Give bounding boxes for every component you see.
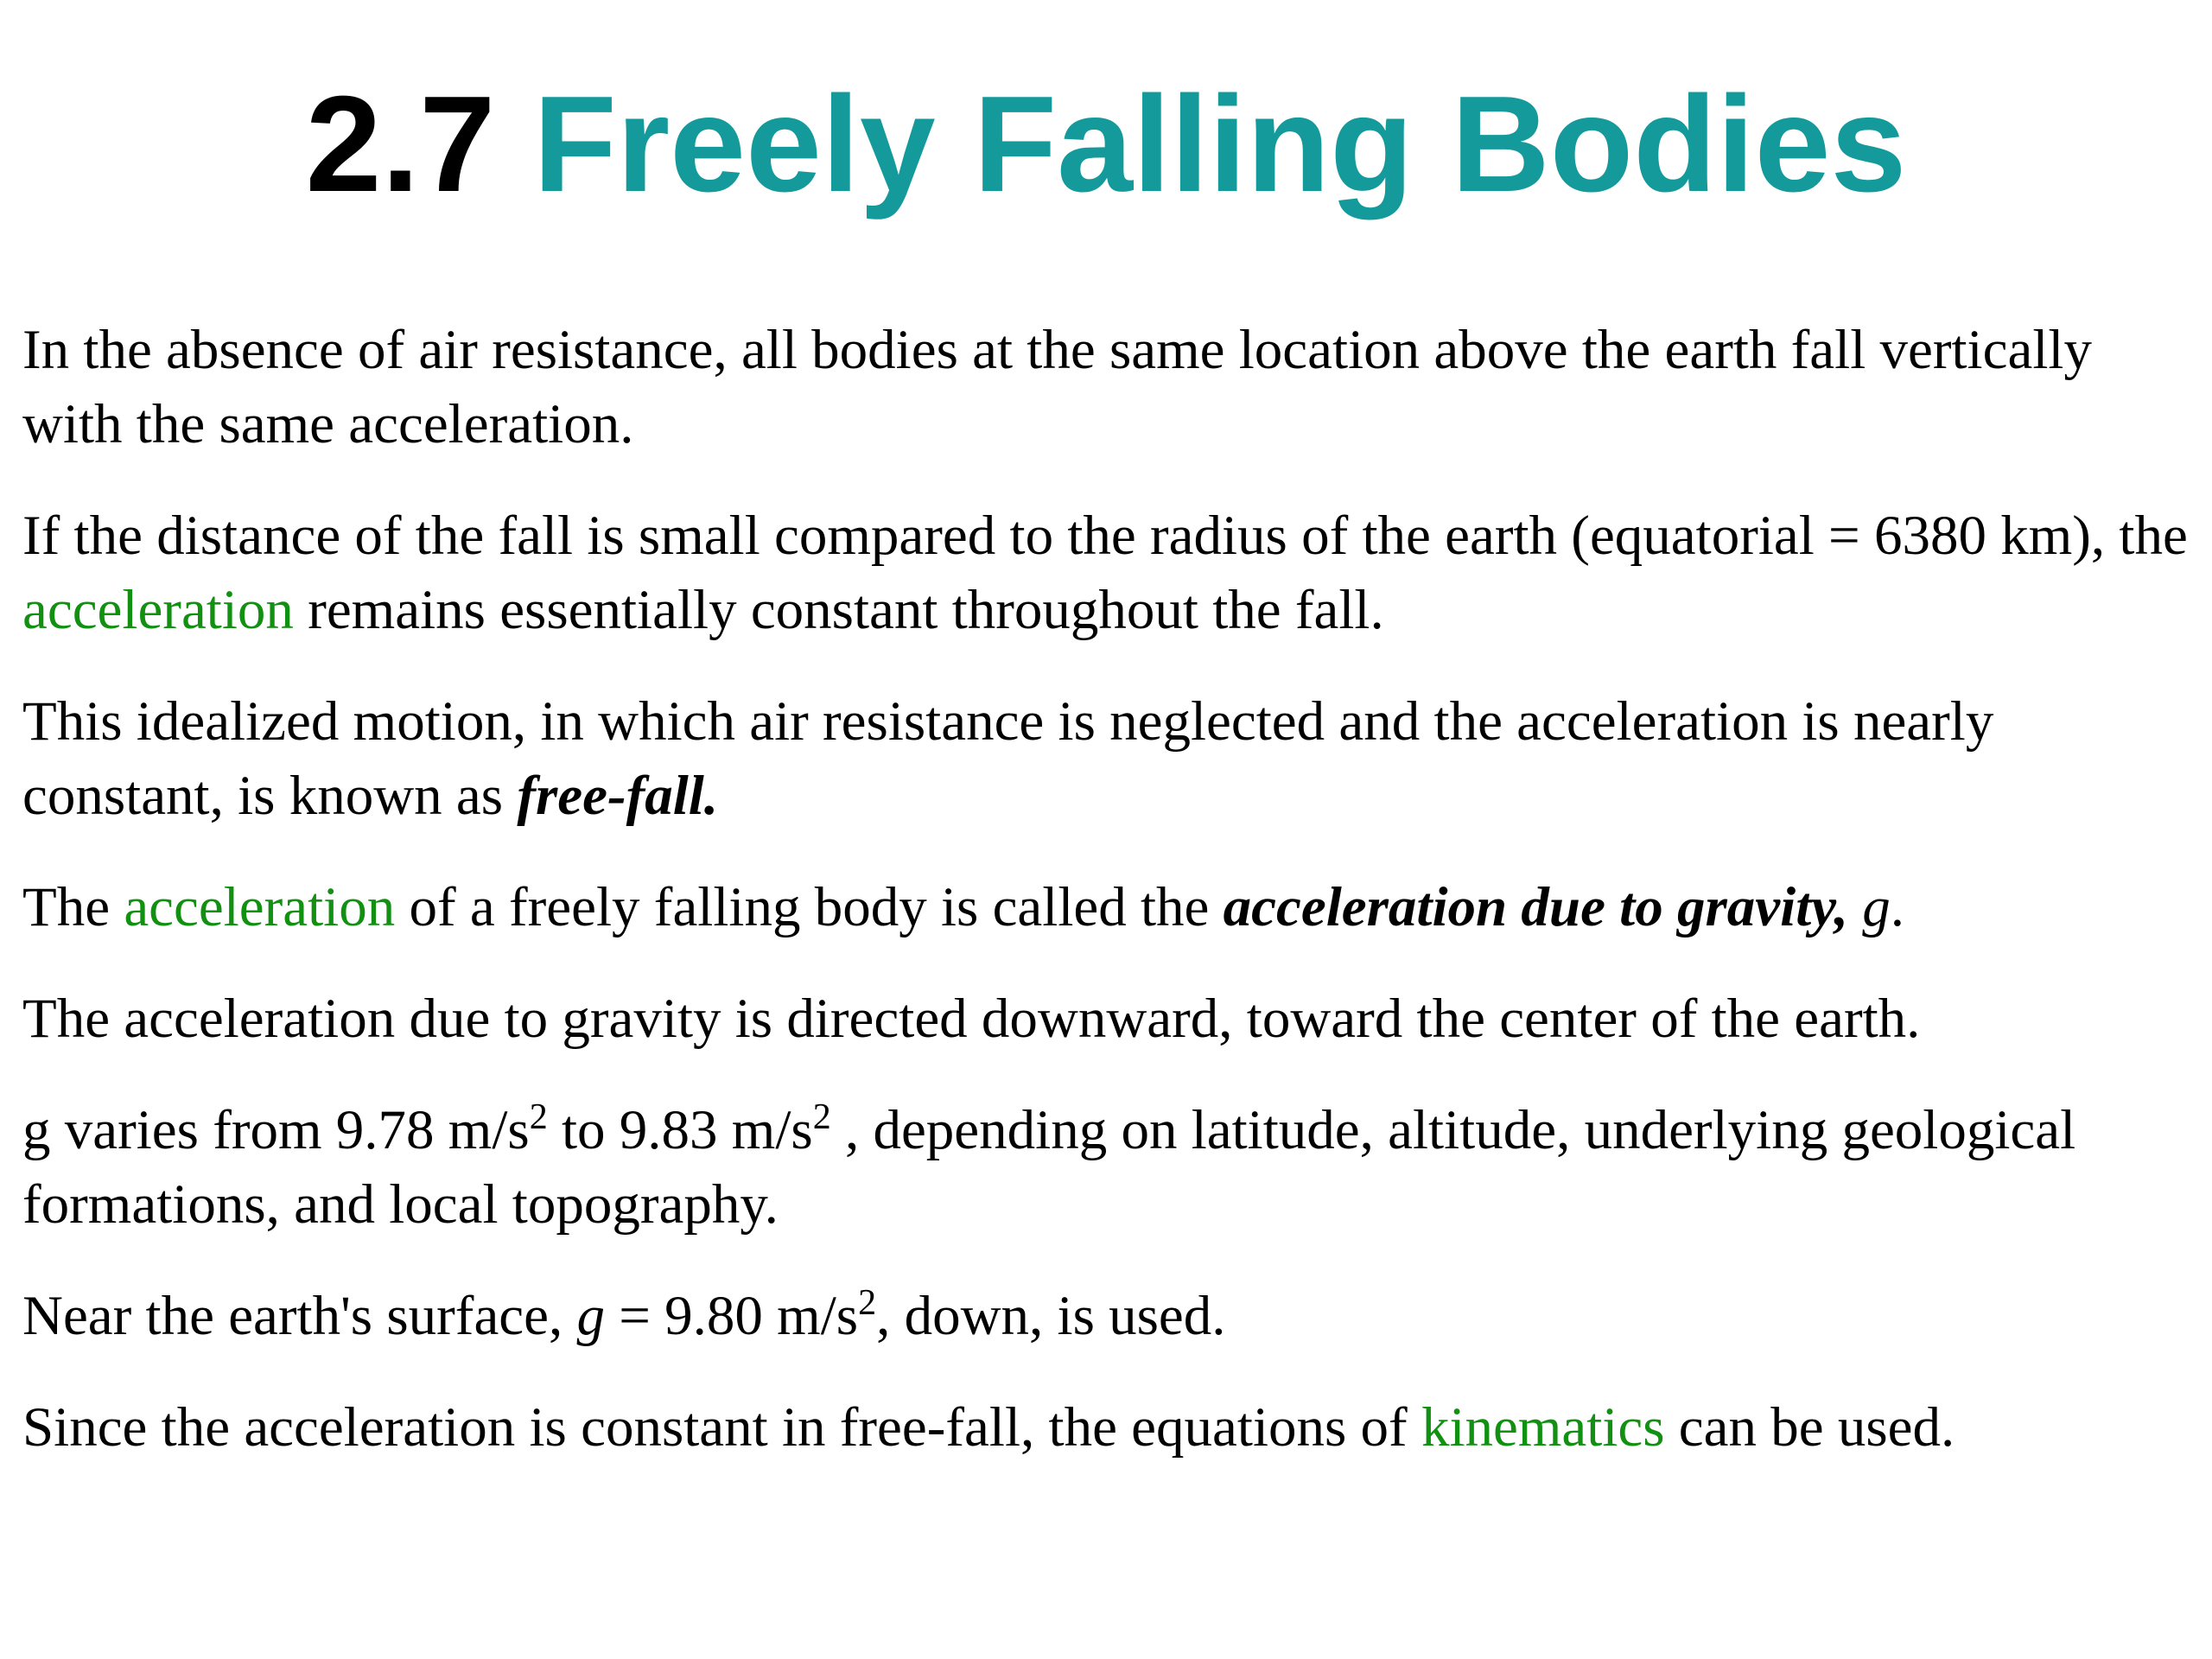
g-symbol: g — [576, 1285, 605, 1347]
paragraph-text: , down, is used. — [876, 1285, 1226, 1347]
paragraph-text: The — [22, 876, 124, 938]
acceleration-link[interactable]: acceleration — [124, 876, 396, 938]
paragraph-acceleration-due-to-gravity — [22, 870, 2196, 944]
paragraph-absence-air-resistance — [22, 313, 2196, 461]
paragraph-text: . — [1890, 876, 1904, 938]
exponent: 2 — [812, 1096, 831, 1137]
paragraph-text: , depending on latitude, altitude, underlying geological formations, and local topography. — [22, 1099, 2076, 1236]
paragraph-g-variation — [22, 1093, 2196, 1242]
paragraph-text: The acceleration due to gravity is directed downward, toward the center of the earth. — [22, 988, 1921, 1050]
paragraph-text: g varies from 9.78 m/s — [22, 1099, 530, 1161]
paragraph-text: can be used. — [1664, 1396, 1955, 1459]
kinematics-link[interactable]: kinematics — [1421, 1396, 1665, 1459]
paragraph-kinematics — [22, 1390, 2196, 1465]
free-fall-term: free-fall. — [517, 765, 719, 827]
paragraph-idealized-motion — [22, 684, 2196, 833]
paragraph-gravity-direction — [22, 982, 2196, 1056]
paragraph-distance-of-fall — [22, 499, 2196, 647]
acceleration-link[interactable]: acceleration — [22, 579, 294, 641]
paragraph-text: to 9.83 m/s — [547, 1099, 813, 1161]
paragraph-text: This idealized motion, in which air resistance is neglected and the acceleration is nearly constant, is known as — [22, 690, 1994, 827]
exponent: 2 — [529, 1096, 548, 1137]
section-number: 2.7 — [305, 68, 496, 220]
exponent: 2 — [858, 1282, 877, 1323]
paragraph-text: of a freely falling body is called the — [395, 876, 1224, 938]
paragraph-text: remains essentially constant throughout the fall. — [293, 579, 1384, 641]
paragraph-g-value — [22, 1279, 2196, 1353]
paragraph-text: If the distance of the fall is small compared to the radius of the earth (equatorial = 6380 km), the — [22, 505, 2188, 567]
paragraph-text: = 9.80 m/s — [605, 1285, 859, 1347]
paragraph-text: Since the acceleration is constant in free-fall, the equations of — [22, 1396, 1421, 1459]
paragraph-text: In the absence of air resistance, all bodies at the same location above the earth fall vertically with the same acceleration. — [22, 319, 2092, 455]
slide-title — [0, 69, 2212, 220]
paragraph-text: Near the earth's surface, — [22, 1285, 577, 1347]
slide-body — [22, 313, 2196, 1502]
g-symbol: g — [1862, 876, 1891, 938]
section-title: Freely Falling Bodies — [533, 68, 1907, 220]
acceleration-due-to-gravity-term: acceleration due to gravity, — [1223, 876, 1848, 938]
